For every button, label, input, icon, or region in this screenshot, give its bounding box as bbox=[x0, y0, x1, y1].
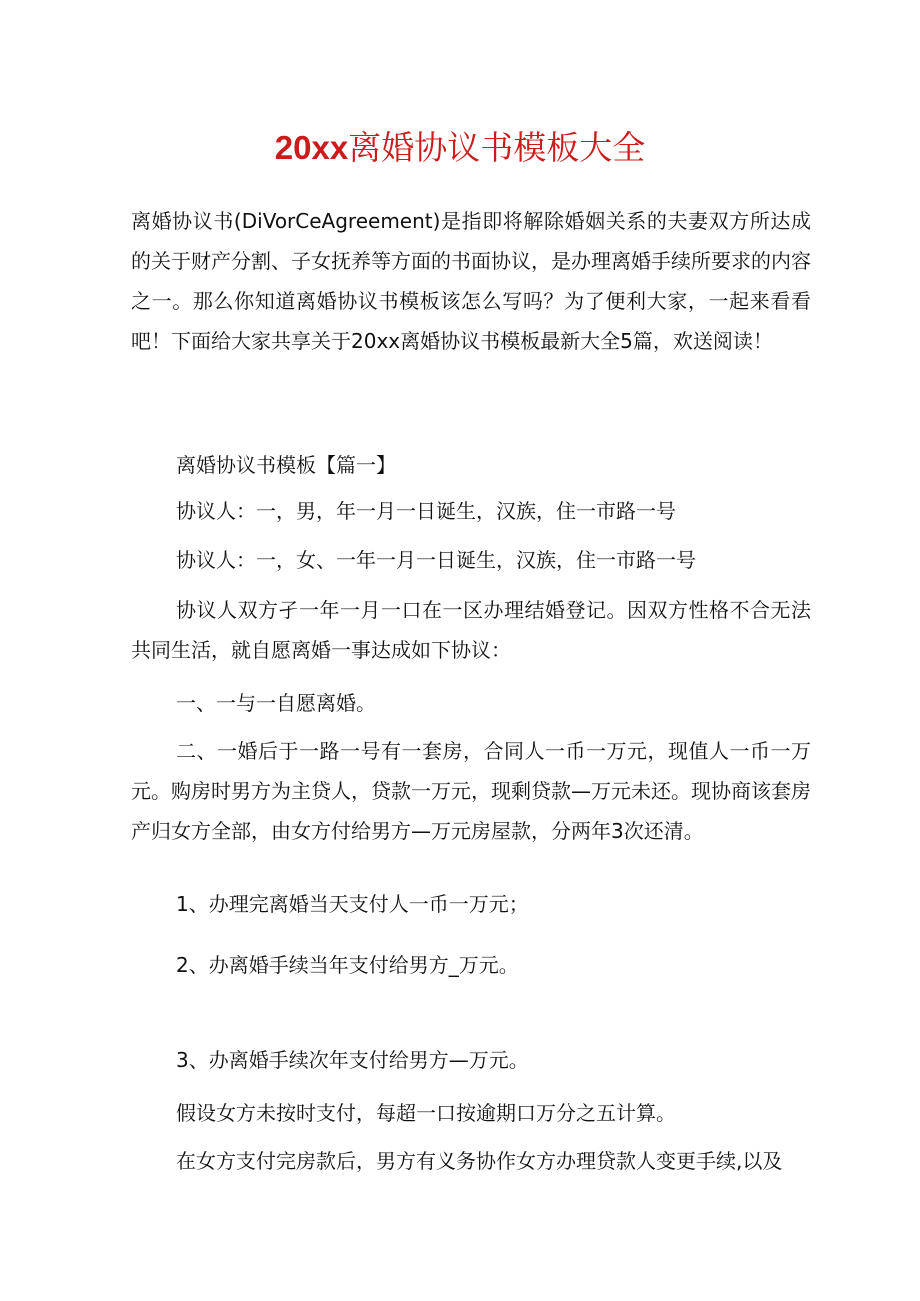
payment-item-1: 1、办理完离婚当天支付人一币一万元； bbox=[176, 892, 529, 916]
marriage-statement: 协议人双方孑一年一月一口在一区办理结婚登记。因双方性格不合无法共同生活，就自愿离婚一事达成如下协议： bbox=[131, 598, 811, 662]
intro-paragraph: 离婚协议书(DiVorCeAgreement)是指即将解除婚姻关系的夫妻双方所达成的关于财产分割、子女抚养等方面的书面协议，是办理离婚手续所要求的内容之一。那么你知道离婚协议书模板该怎么写吗？为了便利大家，一起来看看吧！下面给大家共享关于20xx离婚协议书模板最新大全5篇，欢送阅读！ bbox=[131, 209, 811, 353]
title-year: 20xx bbox=[274, 129, 349, 166]
payment-item-2: 2、办离婚手续当年支付给男方_万元。 bbox=[176, 953, 519, 977]
payment-item-3: 3、办离婚手续次年支付给男方—万元。 bbox=[176, 1048, 529, 1072]
loan-transfer: 在女方支付完房款后，男方有义务协作女方办理贷款人变更手续,以及 bbox=[176, 1149, 783, 1173]
clause-two: 二、一婚后于一路一号有一套房，合同人一币一万元，现值人一币一万元。购房时男方为主贷人，贷款一万元，现剩贷款—万元未还。现协商该套房产归女方全部，由女方付给男方—万元房屋款，分两年3次还清。 bbox=[131, 739, 811, 843]
party-one: 协议人：一，男，年一月一日诞生，汉族，住一市路一号 bbox=[176, 499, 676, 523]
clause-one: 一、一与一自愿离婚。 bbox=[176, 691, 376, 715]
title-text: 离婚协议书模板大全 bbox=[348, 128, 646, 167]
party-two: 协议人：一，女、一年一月一日诞生，汉族，住一市路一号 bbox=[176, 548, 696, 572]
document-title bbox=[0, 124, 920, 172]
late-penalty: 假设女方未按时支付，每超一口按逾期口万分之五计算。 bbox=[176, 1101, 676, 1125]
section-heading: 离婚协议书模板【篇一】 bbox=[176, 453, 396, 477]
